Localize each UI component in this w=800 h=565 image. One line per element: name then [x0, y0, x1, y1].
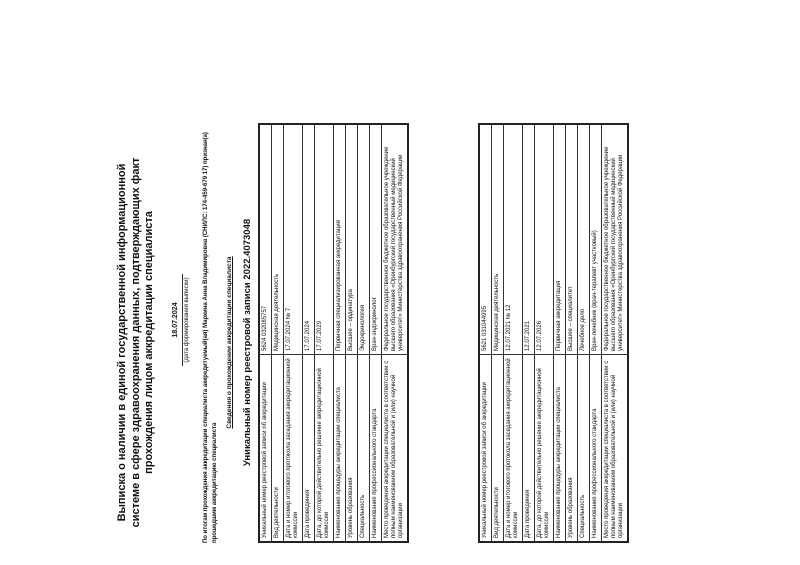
field-value: Эндокринология — [358, 124, 370, 355]
table-row — [535, 124, 554, 542]
document-page — [116, 120, 684, 565]
field-value: Федеральное государственное бюджетное образовательное учреждение высшего образования «Оренбургский государственный медицинский университет» Министерства здравоохранения Российской Федерации — [602, 124, 629, 355]
table-row — [554, 124, 566, 542]
accreditation-record-table — [258, 123, 409, 543]
field-label: Уровень образования — [566, 355, 578, 543]
field-label: Наименование процедуры аккредитации специалиста — [334, 355, 346, 543]
table-row — [479, 124, 492, 542]
table-row — [370, 124, 382, 542]
field-label: Дата проведения — [523, 355, 535, 543]
date-underline — [182, 274, 183, 366]
field-value: Медицинская деятельность — [492, 124, 504, 355]
field-value: 12.07.2021 — [523, 124, 535, 355]
field-value: Лечебное дело — [578, 124, 590, 355]
registry-heading: Уникальный номер реестровой записи 2022.4073048 — [242, 218, 253, 467]
field-value: 17.07.2024 № 7 — [284, 124, 303, 355]
issue-date-caption: (дата формирования выписки) — [184, 277, 190, 363]
field-label: Дата, до которой действительно решение аккредитационной комиссии — [535, 355, 554, 543]
field-label: Специальность — [578, 355, 590, 543]
field-value: 5624 032085757 — [259, 124, 272, 355]
field-label: Уникальный номер реестровой записи об аккредитации — [259, 355, 272, 543]
field-value: Первичная аккредитация — [554, 124, 566, 355]
field-label: Наименование профессионального стандарта — [370, 355, 382, 543]
field-value: 12.07.2026 — [535, 124, 554, 355]
table-row — [566, 124, 578, 542]
field-value: 12.07.2021 № 12 — [504, 124, 523, 355]
field-label: Специальность — [358, 355, 370, 543]
title-line: Выписка о наличии в единой государственной информационной — [116, 163, 128, 522]
table-row — [382, 124, 409, 542]
table-row — [346, 124, 358, 542]
field-label: Наименование профессионального стандарта — [590, 355, 602, 543]
field-label: Дата и номер итогового протокола заседания аккредитационной комиссии — [504, 355, 523, 543]
accreditation-subheading: Сведения о прохождении аккредитации специалиста — [226, 256, 233, 429]
field-label: Наименование процедуры аккредитации специалиста — [554, 355, 566, 543]
table-row — [504, 124, 523, 542]
field-value: Федеральное государственное бюджетное образовательное учреждение высшего образования «Оренбургский государственный медицинский университет» Министерства здравоохранения Российской Федерации — [382, 124, 409, 355]
field-value: 17.07.2029 — [315, 124, 334, 355]
field-label: Вид деятельности — [272, 355, 284, 543]
field-value: Врач-эндокринолог — [370, 124, 382, 355]
field-label: Вид деятельности — [492, 355, 504, 543]
field-value: Первичная специализированная аккредитация — [334, 124, 346, 355]
field-value: Врач-лечебник (врач-терапевт участковый) — [590, 124, 602, 355]
table-row — [272, 124, 284, 542]
table-row — [590, 124, 602, 542]
field-label: Уровень образования — [346, 355, 358, 543]
title-line: системе в сфере здравоохранения данных, подтверждающих факт — [129, 157, 142, 528]
table-row — [602, 124, 629, 542]
field-label: Дата проведения — [303, 355, 315, 543]
table-row — [259, 124, 272, 542]
field-label: Место проведения аккредитации специалиста в соответствии с полным наименованием образовательной и (или) научной организации — [382, 355, 409, 543]
table-row — [303, 124, 315, 542]
field-label: Уникальный номер реестровой записи об аккредитации — [479, 355, 492, 543]
field-label: Место проведения аккредитации специалиста в соответствии с полным наименованием образовательной и (или) научной организации — [602, 355, 629, 543]
table-row — [334, 124, 346, 542]
table-row — [578, 124, 590, 542]
table-row — [358, 124, 370, 542]
table-row — [315, 124, 334, 542]
intro-paragraph: По итогам прохождения аккредитации специалиста аккредитуемый(ая) Маркина Анна Владимировна (СНИЛС: 174-459-679 17) признан(а) прошедшим аккредитацию специалиста — [203, 132, 218, 543]
document-title — [116, 120, 157, 565]
field-value: 5621 031044995 — [479, 124, 492, 355]
field-value: Высшее – специалитет — [566, 124, 578, 355]
title-line: прохождения лицом аккредитации специалиста — [143, 211, 155, 474]
table-row — [523, 124, 535, 542]
issue-date: 18.07.2024 — [172, 302, 179, 338]
field-label: Дата и номер итогового протокола заседания аккредитационной комиссии — [284, 355, 303, 543]
accreditation-record-table — [478, 123, 629, 543]
field-value: 17.07.2024 — [303, 124, 315, 355]
table-row — [284, 124, 303, 542]
table-row — [492, 124, 504, 542]
field-value: Высшее – ординатура — [346, 124, 358, 355]
field-value: Медицинская деятельность — [272, 124, 284, 355]
field-label: Дата, до которой действительно решение аккредитационной комиссии — [315, 355, 334, 543]
